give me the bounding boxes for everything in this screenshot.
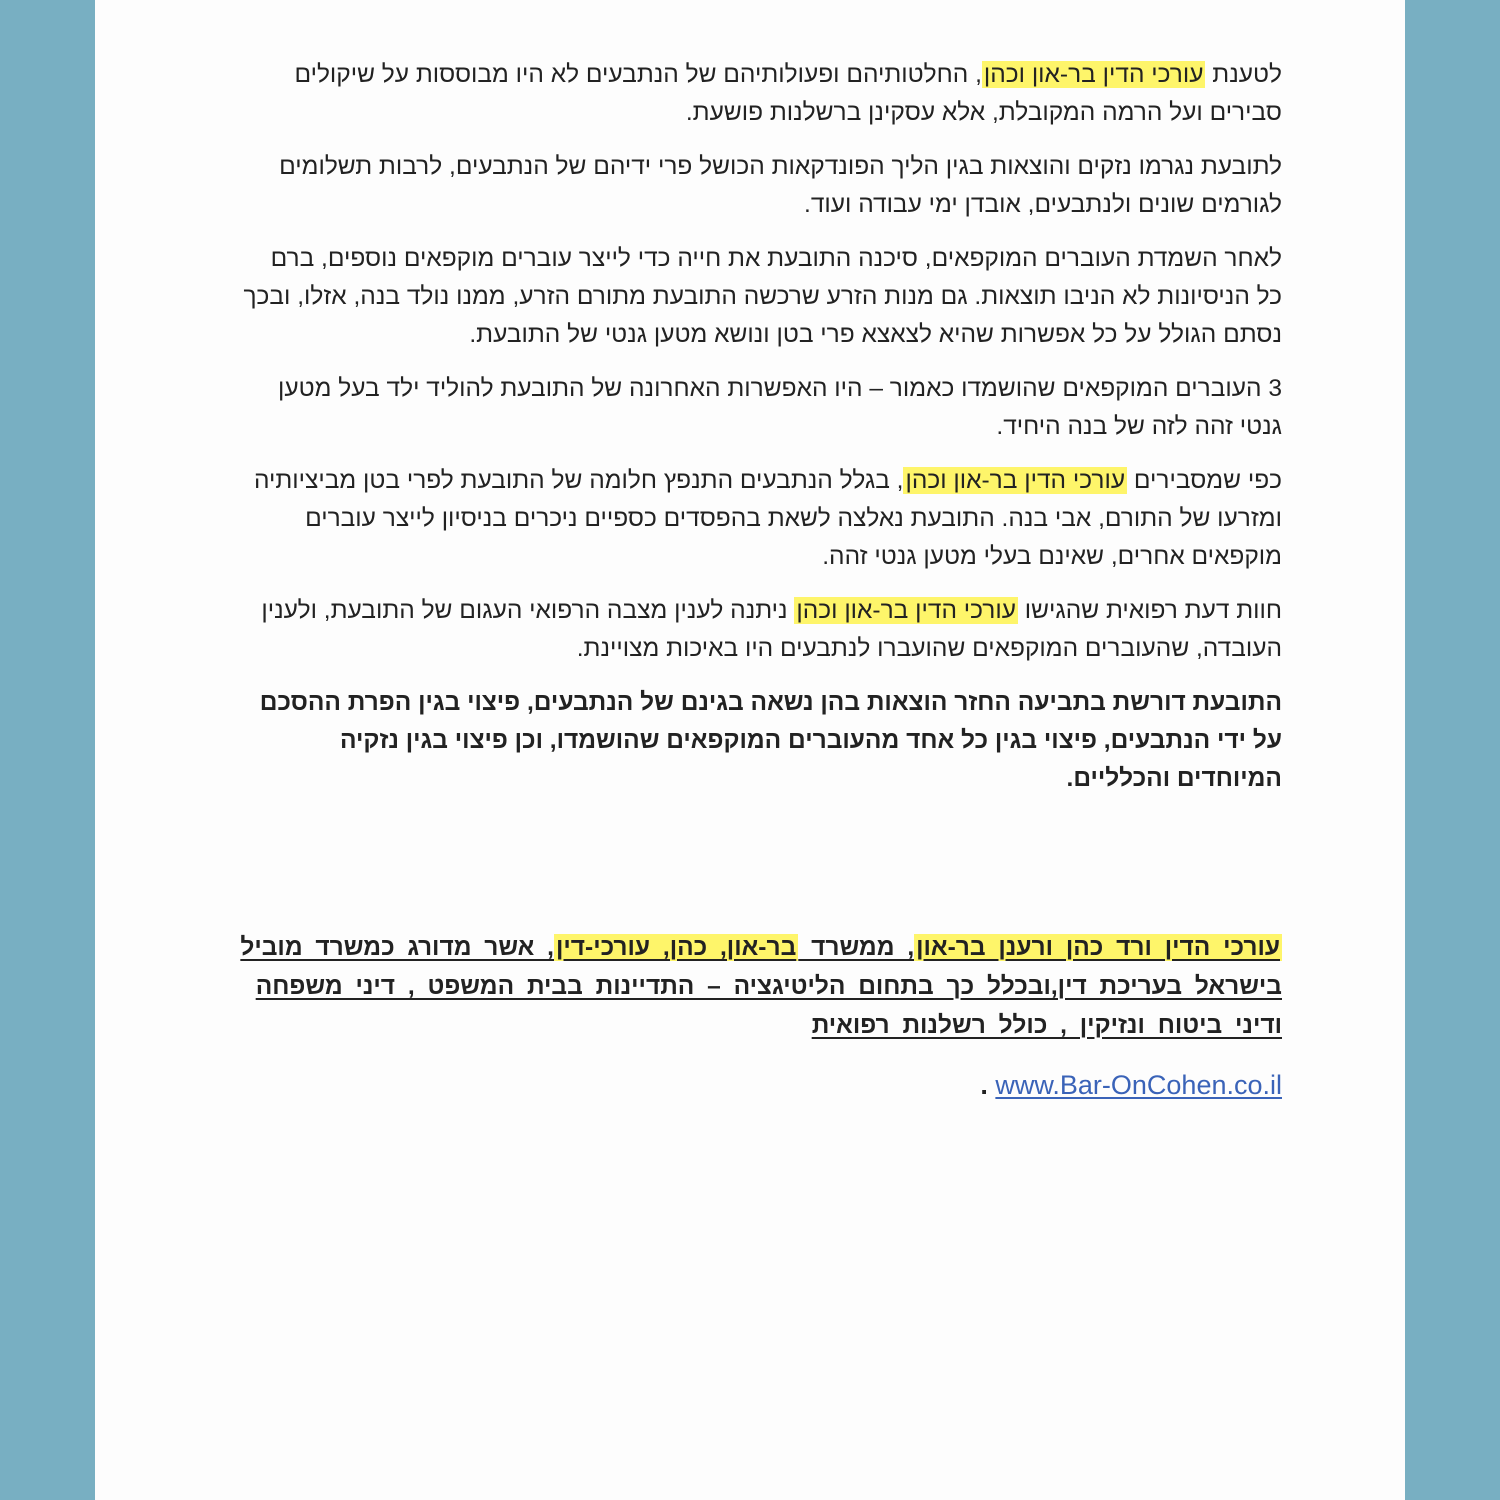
paragraph-7-demands: התובעת דורשת בתביעה החזר הוצאות בהן נשאה בגינם של הנתבעים, פיצוי בגין הפרת ההסכם על ידי הנתבעים, פיצוי בגין כל אחד מהעוברים המוקפאים שהושמדו, וכן פיצוי בגין נזקיה המיוחדים והכלליים. [259, 689, 1282, 792]
website-line [240, 1067, 1282, 1103]
firm-footer [240, 928, 1282, 1045]
paragraph-6-after: ניתנה לענין מצבה הרפואי העגום של התובעת, ולענין העובדה, שהעוברים המוקפאים שהועברו לנתבעים היו באיכות מצויינת. [261, 597, 1282, 662]
highlighted-firm-name: עורכי הדין בר-און וכהן [983, 61, 1204, 88]
footer-mid-text: , ממשרד [798, 934, 915, 961]
paragraph-6-before: חוות דעת רפואית שהגישו [1017, 597, 1282, 624]
website-link[interactable]: www.Bar-OnCohen.co.il [995, 1070, 1282, 1100]
highlighted-firm-name: עורכי הדין בר-און וכהן [796, 597, 1016, 624]
paragraph-1-after: , החלטותיהם ופעולותיהם של הנתבעים לא היו מבוססות על שיקולים סבירים ועל הרמה המקובלת, אלא עסקינן ברשלנות פושעת. [294, 61, 1282, 126]
paragraph-5 [240, 462, 1282, 576]
document-body [240, 56, 1282, 1103]
paragraph-2: לתובעת נגרמו נזקים והוצאות בגין הליך הפונדקאות הכושל פרי ידיהם של הנתבעים, לרבות תשלומים לגורמים שונים ולנתבעים, אובדן ימי עבודה ועוד. [279, 153, 1282, 218]
document-page [95, 0, 1405, 1500]
paragraph-5-before: כפי שמסבירים [1127, 467, 1282, 494]
paragraph-5-after: , בגלל הנתבעים התנפץ חלומה של התובעת לפרי בטן מביציותיה ומזרעו של התורם, אבי בנה. התובעת נאלצה לשאת בהפסדים כספיים ניכרים בניסיון לייצר עוברים מוקפאים אחרים, שאינם בעלי מטען גנטי זהה. [253, 467, 1282, 570]
footer-lawyers-highlight: עורכי הדין ורד כהן ורענן בר-און [916, 934, 1280, 961]
highlighted-firm-name: עורכי הדין בר-און וכהן [905, 467, 1126, 494]
footer-firm-highlight: בר-און, כהן, עורכי-דין [556, 934, 797, 961]
website-link-dot: . [980, 1070, 988, 1100]
paragraph-6 [240, 592, 1282, 668]
footer-description: , אשר מדורג כמשרד מוביל בישראל בעריכת דין,ובכלל כך בתחום הליטיגציה – התדיינות בבית המשפט , דיני משפחה ודיני ביטוח ונזיקין , כולל רשלנות רפואית [240, 934, 1282, 1039]
paragraph-4: 3 העוברים המוקפאים שהושמדו כאמור – היו האפשרות האחרונה של התובעת להוליד ילד בעל מטען גנטי זהה לזה של בנה היחיד. [278, 375, 1282, 440]
paragraph-1 [240, 56, 1282, 132]
paragraph-3: לאחר השמדת העוברים המוקפאים, סיכנה התובעת את חייה כדי לייצר עוברים מוקפאים נוספים, ברם כל הניסיונות לא הניבו תוצאות. גם מנות הזרע שרכשה התובעת מתורם הזרע, ממנו נולד בנה, אזלו, ובכך נסתם הגולל על כל אפשרות שהיא לצאצא פרי בטן ונושא מטען גנטי של התובעת. [243, 245, 1282, 348]
paragraph-1-before: לטענת [1205, 61, 1282, 88]
blank-space [240, 814, 1282, 928]
